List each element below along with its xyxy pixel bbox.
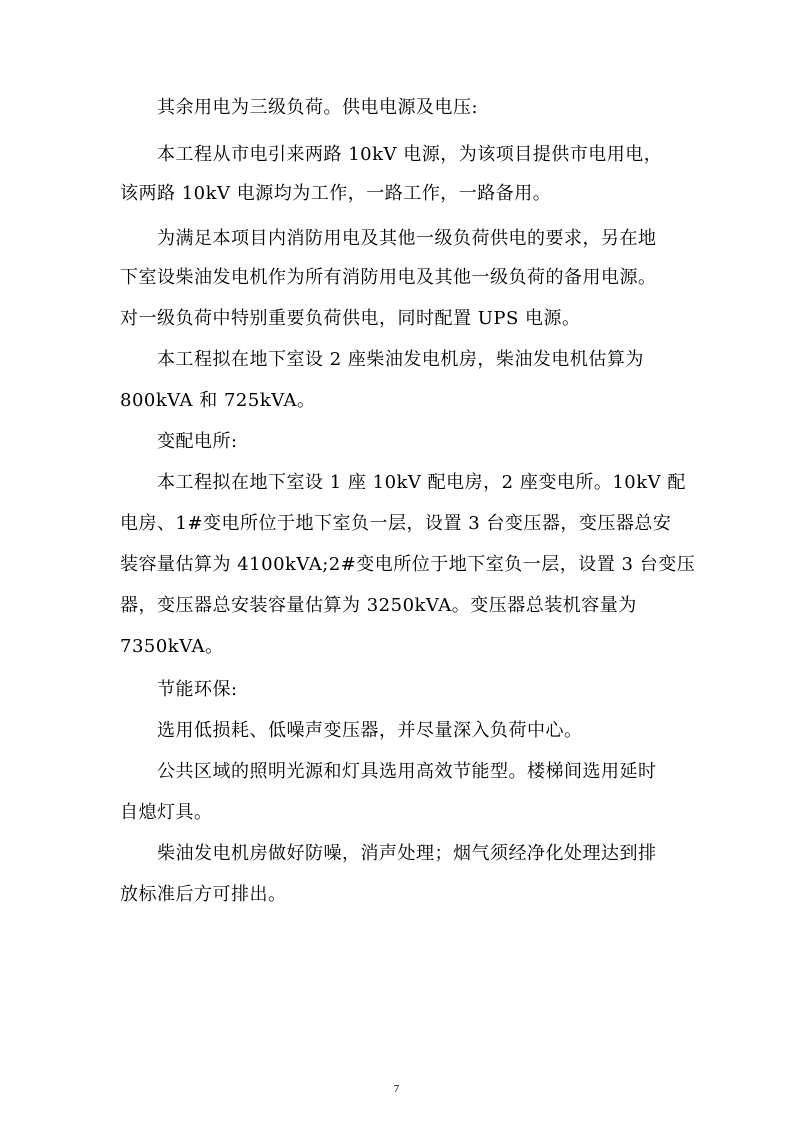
text-line: 800kVA 和 725kVA。 [120, 390, 316, 411]
page-number: 7 [393, 1083, 400, 1095]
text-line: 7350kVA。 [120, 636, 224, 657]
text-line: 本工程从市电引来两路 10kV 电源，为该项目提供市电用电， [157, 144, 663, 165]
text-line: 对一级负荷中特别重要负荷供电，同时配置 UPS 电源。 [120, 308, 581, 329]
text-line: 装容量估算为 4100kVA;2#变电所位于地下室负一层，设置 3 台变压 [120, 554, 696, 575]
text-line: 本工程拟在地下室设 1 座 10kV 配电房，2 座变电所。10kV 配 [157, 472, 686, 493]
text-line: 柴油发电机房做好防噪，消声处理；烟气须经净化处理达到排 [157, 843, 657, 864]
text-line: 自熄灯具。 [120, 802, 213, 823]
text-line: 本工程拟在地下室设 2 座柴油发电机房，柴油发电机估算为 [157, 349, 644, 370]
text-line: 其余用电为三级负荷。供电电源及电压: [157, 97, 479, 118]
text-line: 下室设柴油发电机作为所有消防用电及其他一级负荷的备用电源。 [120, 267, 657, 288]
text-line: 选用低损耗、低噪声变压器，并尽量深入负荷中心。 [157, 720, 583, 741]
text-line: 节能环保: [157, 679, 238, 700]
text-line: 放标准后方可排出。 [120, 884, 287, 905]
text-line: 电房、1#变电所位于地下室负一层，设置 3 台变压器，变压器总安 [120, 513, 672, 534]
text-line: 器，变压器总安装容量估算为 3250kVA。变压器总装机容量为 [120, 595, 637, 616]
text-line: 变配电所: [157, 431, 238, 452]
text-line: 为满足本项目内消防用电及其他一级负荷供电的要求，另在地 [157, 228, 657, 249]
text-line: 该两路 10kV 电源均为工作，一路工作，一路备用。 [120, 183, 552, 204]
text-line: 公共区域的照明光源和灯具选用高效节能型。楼梯间选用延时 [157, 761, 657, 782]
